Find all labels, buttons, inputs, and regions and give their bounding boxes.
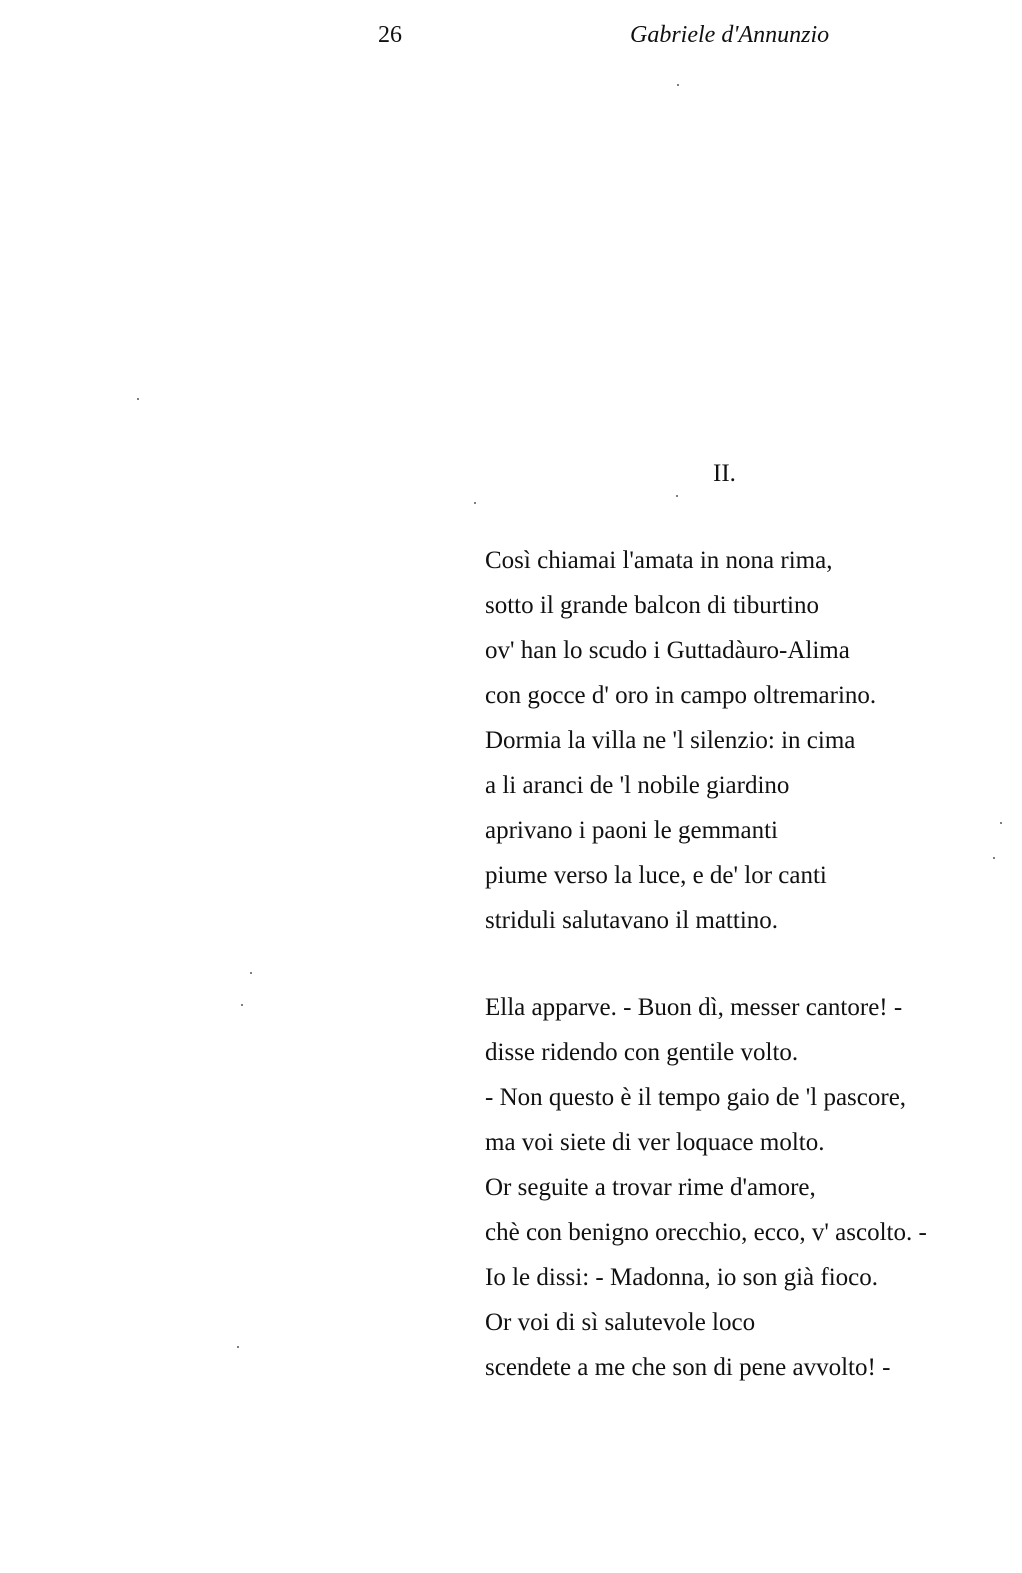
verse-line: Or voi di sì salutevole loco (485, 1309, 756, 1336)
verse-line: ov' han lo scudo i Guttadàuro-Alima (485, 637, 850, 664)
stanza-1 (485, 538, 876, 943)
verse-line: scendete a me che son di pene avvolto! - (485, 1354, 891, 1381)
stanza-2 (485, 985, 927, 1390)
verse-line: Or seguite a trovar rime d'amore, (485, 1174, 816, 1201)
scan-speck (676, 495, 678, 497)
verse-line: a li aranci de 'l nobile giardino (485, 772, 790, 799)
verse-line: ma voi siete di ver loquace molto. (485, 1129, 825, 1156)
section-number: II. (713, 460, 736, 487)
scan-speck (241, 1004, 243, 1006)
scan-speck (993, 857, 995, 859)
verse-line: Dormia la villa ne 'l silenzio: in cima (485, 727, 856, 754)
verse-line: piume verso la luce, e de' lor canti (485, 862, 827, 889)
verse-line: aprivano i paoni le gemmanti (485, 817, 778, 844)
verse-line: Ella apparve. - Buon dì, messer cantore! - (485, 994, 903, 1021)
verse-line: disse ridendo con gentile volto. (485, 1039, 799, 1066)
verse-line: sotto il grande balcon di tiburtino (485, 592, 819, 619)
verse-line: chè con benigno orecchio, ecco, v' ascolto. - (485, 1219, 927, 1246)
verse-line: - Non questo è il tempo gaio de 'l pascore, (485, 1084, 907, 1111)
verse-line: con gocce d' oro in campo oltremarino. (485, 682, 877, 709)
scan-speck (474, 502, 476, 504)
page-number: 26 (378, 22, 402, 48)
scan-speck (250, 972, 252, 974)
scan-speck (677, 84, 679, 86)
scan-speck (137, 398, 139, 400)
scan-speck (237, 1346, 239, 1348)
verse-line: striduli salutavano il mattino. (485, 907, 779, 934)
scan-speck (1000, 822, 1002, 824)
running-head: Gabriele d'Annunzio (630, 22, 830, 48)
verse-line: Così chiamai l'amata in nona rima, (485, 547, 833, 574)
verse-line: Io le dissi: - Madonna, io son già fioco. (485, 1264, 878, 1291)
